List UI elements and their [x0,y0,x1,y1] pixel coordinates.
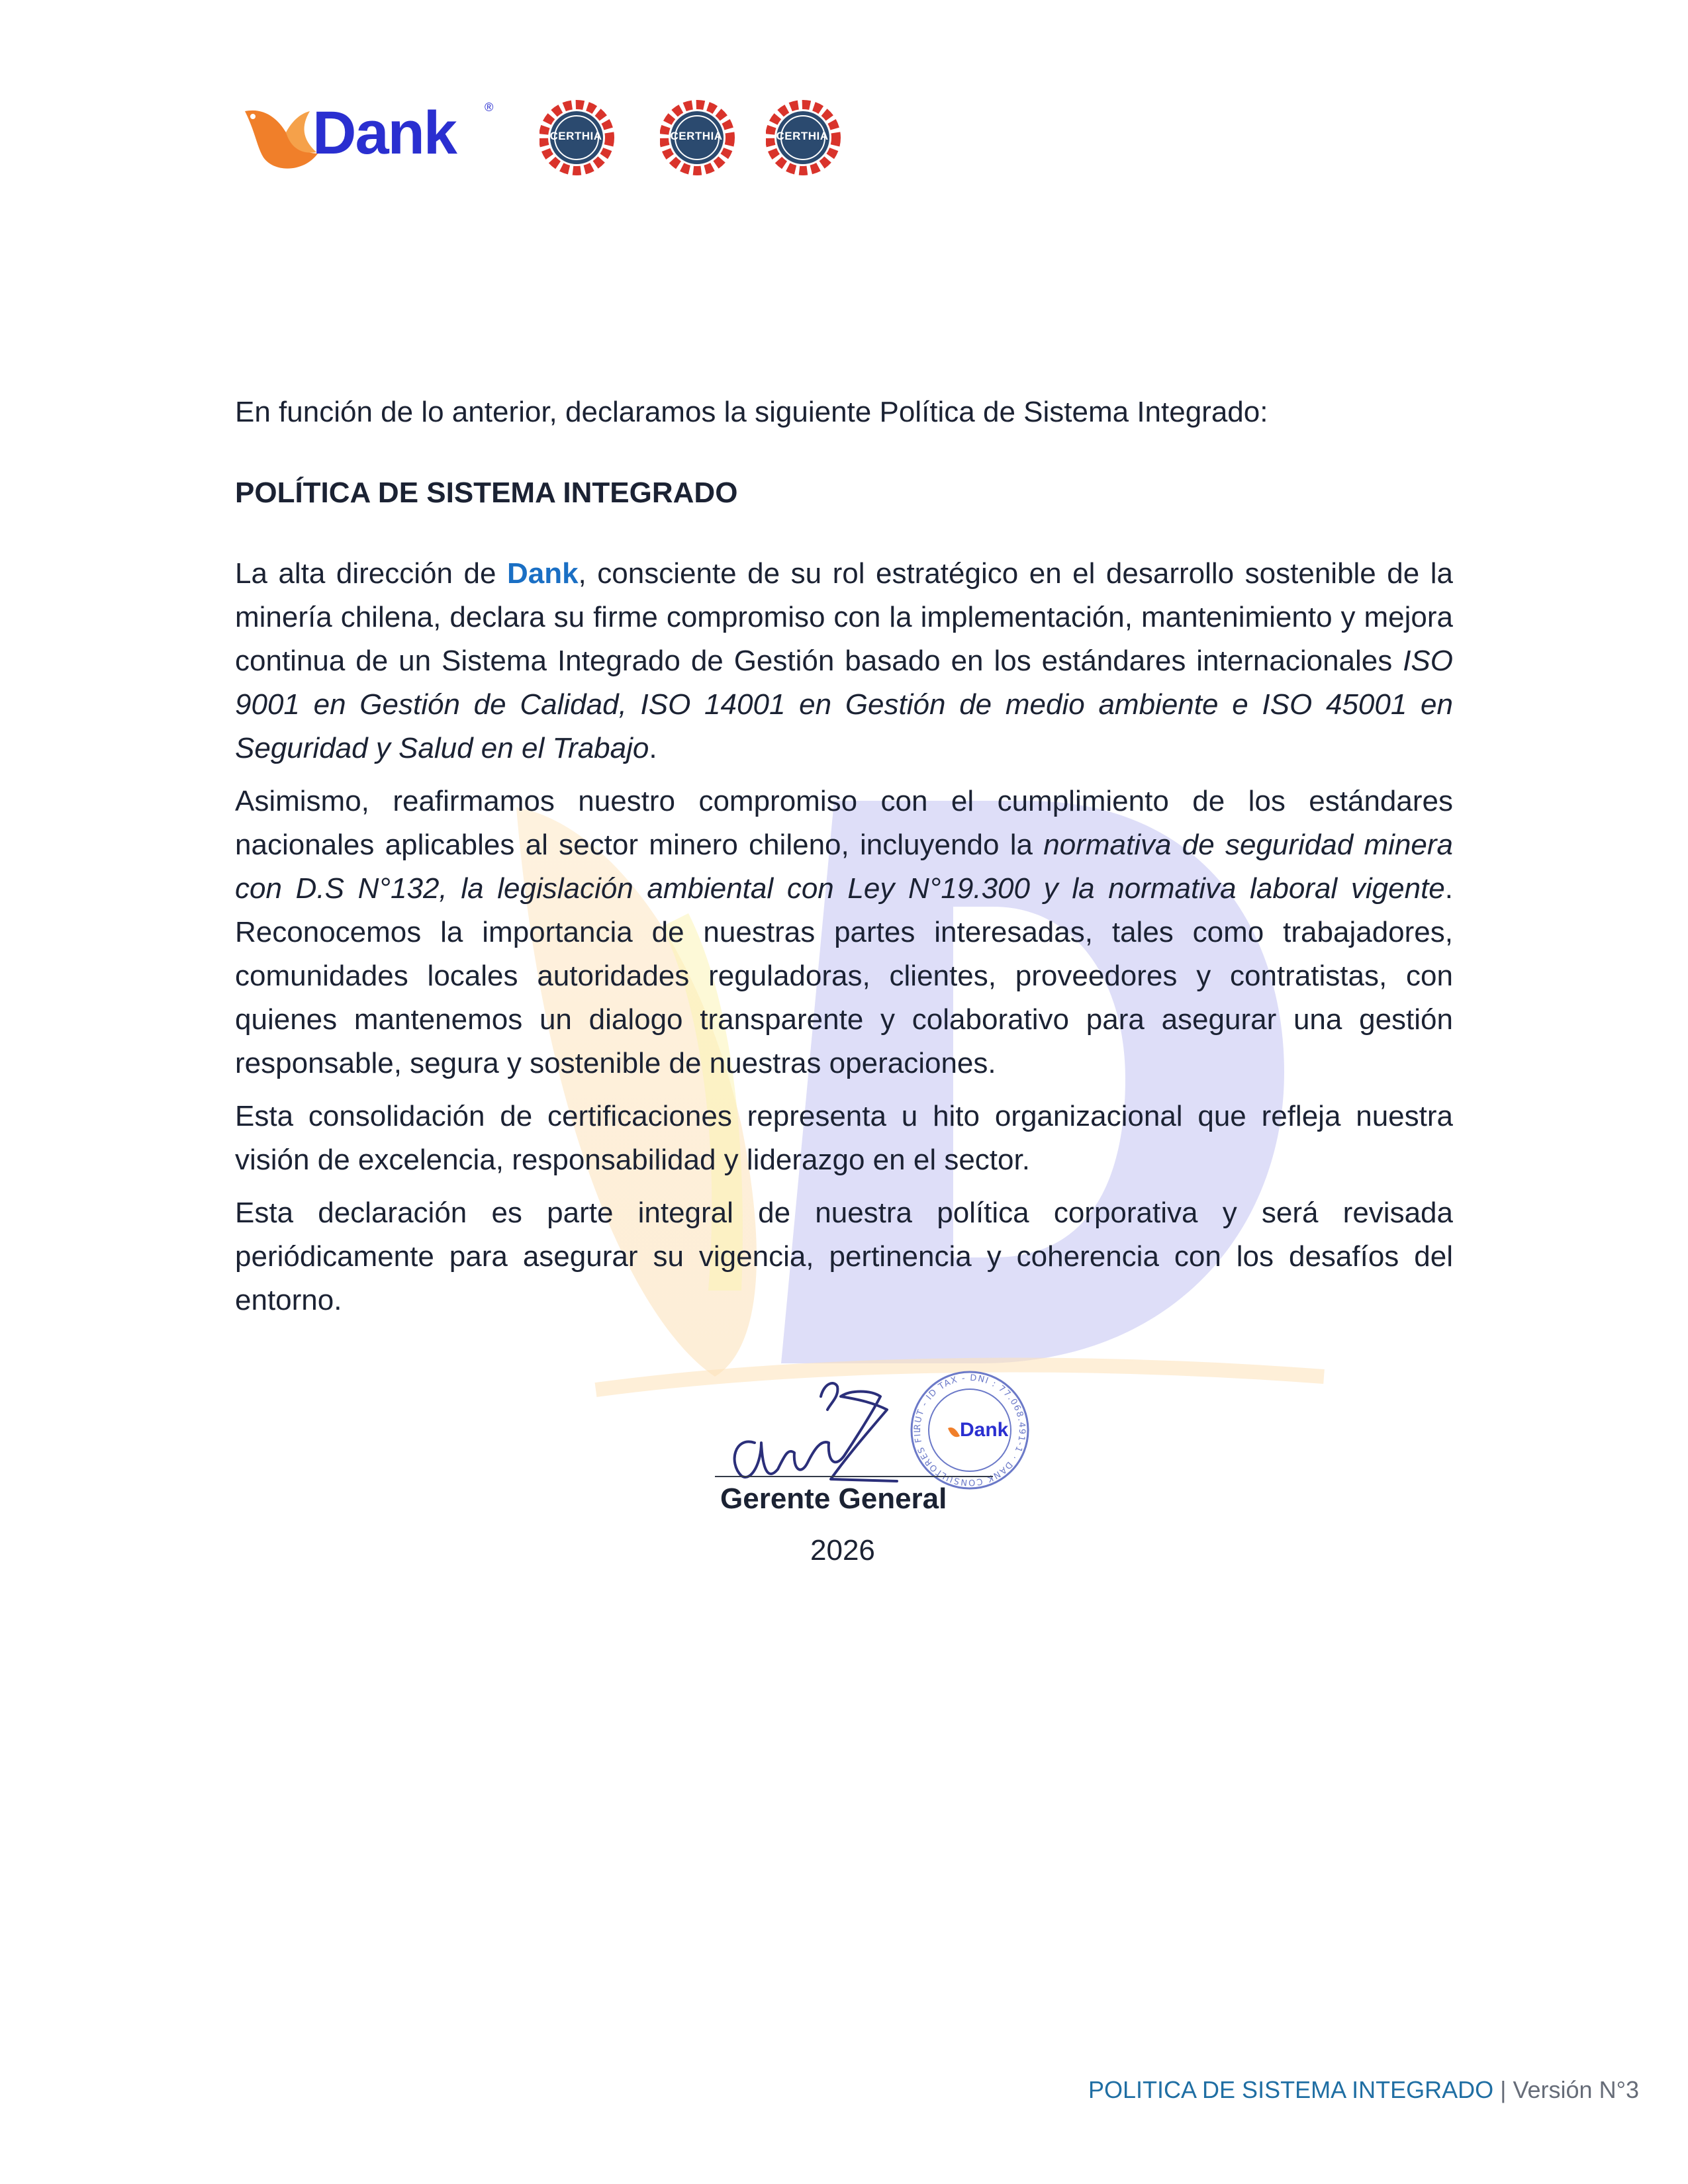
text-run: Asimismo, reafirmamos nuestro compromiso con el cumplimiento de los estándares nacionales aplicables al sector minero chileno, incluyendo la [235,785,1453,861]
certhia-label: CERTHIA [549,130,602,142]
paragraph-regulations [235,780,1453,1085]
certhia-label: CERTHIA [776,130,829,142]
certhia-badge [660,98,739,177]
text-run: La alta dirección de [235,557,507,590]
intro-text: En función de lo anterior, declaramos la siguiente Política de Sistema Integrado: [235,396,1268,428]
signature-year: 2026 [810,1534,875,1567]
signer-title: Gerente General [720,1482,947,1515]
stamp-seal [907,1367,1033,1493]
text-run: . Reconocemos la importancia de nuestras partes interesadas, tales como trabajadores, comunidades locales autoridades reguladoras, clientes, proveedores y contratistas, con quienes mantenemos un dialogo transparente y colaborativo para asegurar una gestión responsable, segura y sostenible de nuestras operaciones. [235,872,1453,1079]
dank-logo [238,93,503,185]
paragraph-consolidation: Esta consolidación de certificaciones representa u hito organizacional que refleja nuestra visión de excelencia, responsabilidad y liderazgo en el sector. [235,1100,1453,1176]
footer-version: Versión N°3 [1513,2076,1639,2103]
document-body [235,390,1453,1332]
registered-mark: ® [485,101,494,114]
certhia-badge [539,98,619,177]
footer-title: POLITICA DE SISTEMA INTEGRADO [1088,2076,1494,2103]
policy-title: POLÍTICA DE SISTEMA INTEGRADO [235,477,738,509]
certhia-badge [766,98,845,177]
svg-text:Dank: Dank [960,1419,1009,1441]
handwritten-signature [715,1370,914,1489]
iso-standards: ISO 9001 en Gestión de Calidad, ISO 14001 en Gestión de medio ambiente e ISO 45001 en Seguridad y Salud en el Trabajo [235,645,1453,764]
signature-block [688,1363,1059,1588]
brand-name: Dank [506,557,579,590]
paragraph-commitment [235,552,1453,770]
certhia-label: CERTHIA [670,130,723,142]
logo-wordmark: Dank [312,99,456,167]
footer-separator: | [1500,2076,1507,2103]
svg-text:RUT - ID TAX - DNI : 77.068.49: RUT - ID TAX - DNI : 77.068.491-1 · DANK CONSULTORES FIL [912,1373,1027,1488]
paragraph-declaration: Esta declaración es parte integral de nuestra política corporativa y será revisada periódicamente para asegurar su vigencia, pertinencia y coherencia con los desafíos del entorno. [235,1197,1453,1316]
header [238,93,900,185]
text-run: , consciente de su rol estratégico en el desarrollo sostenible de la minería chilena, declara su firme compromiso con la implementación, mantenimiento y mejora continua de un Sistema Integrado de Gestión basado en los estándares internacionales [235,557,1453,677]
page-footer [1088,2074,1639,2106]
national-regulations: normativa de seguridad minera con D.S N°132, la legislación ambiental con Ley N°19.300 y la normativa laboral vigente [235,829,1454,905]
company-stamp [907,1367,1033,1493]
bird-icon [238,99,324,179]
signature-line [715,1476,993,1477]
text-run: . [649,732,657,764]
